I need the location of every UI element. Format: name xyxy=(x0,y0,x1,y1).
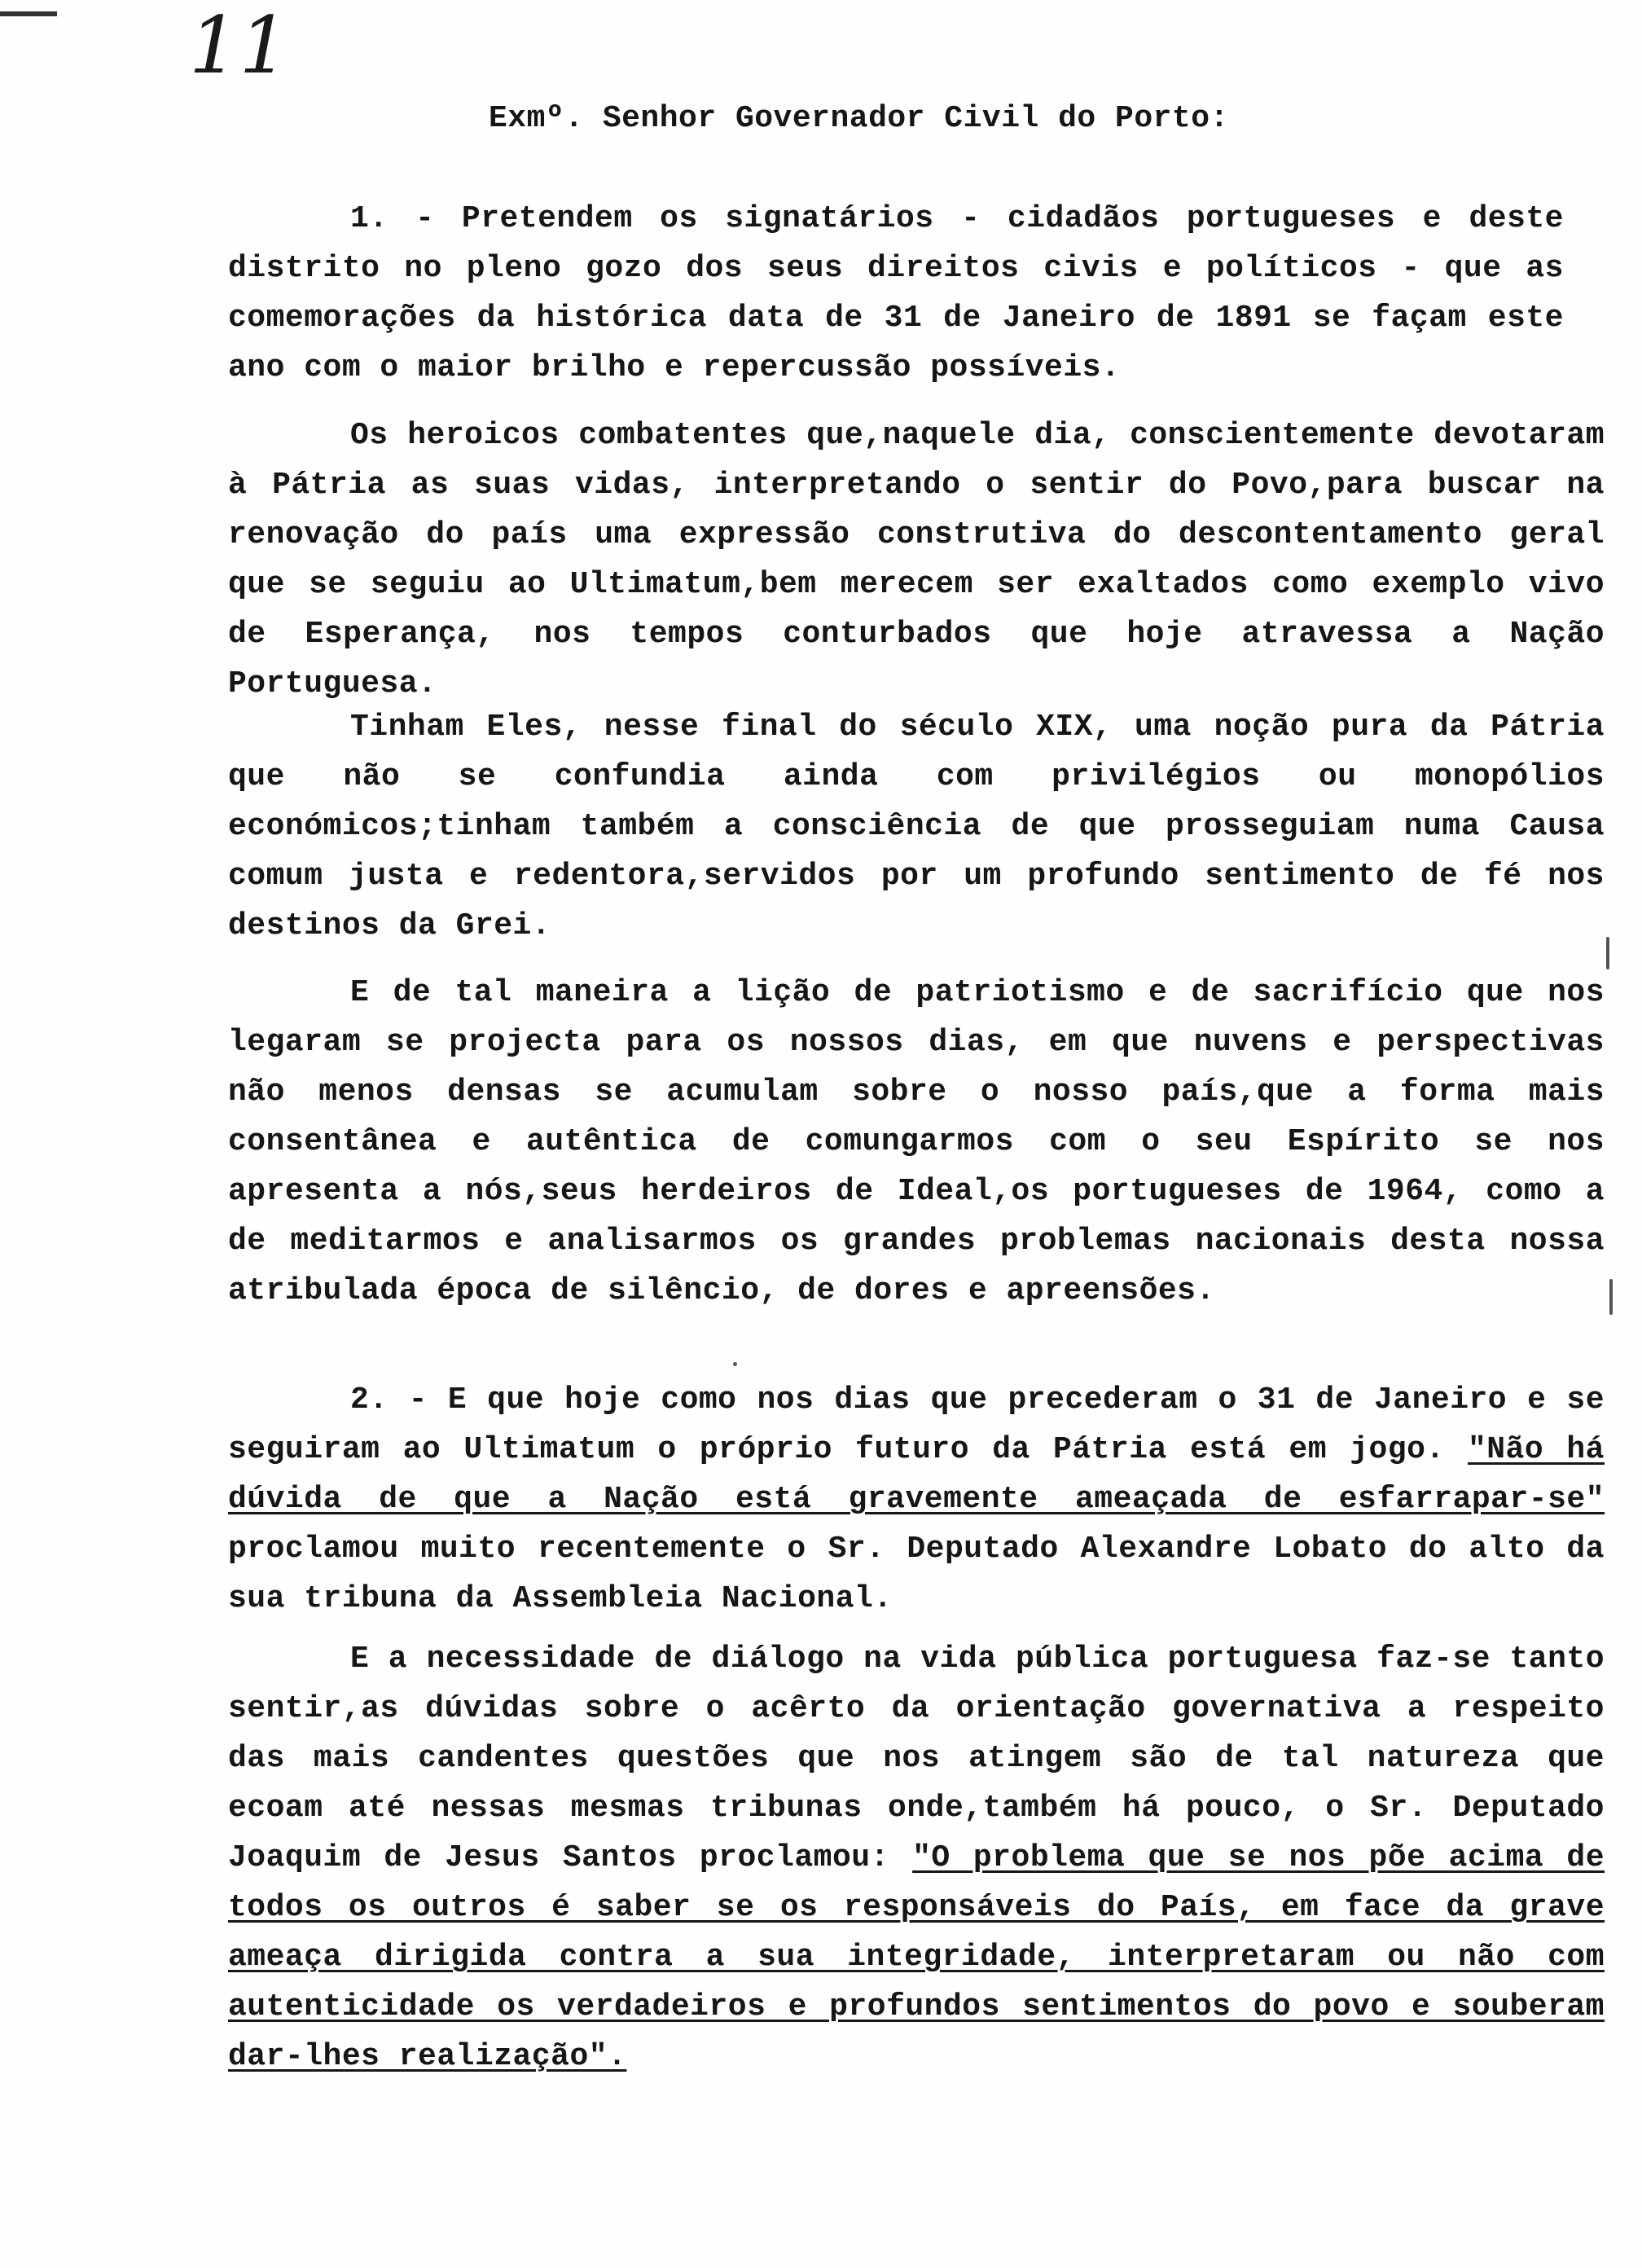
paragraph-3: Tinham Eles, nesse final do século XIX, uma noção pura da Pátria que não se confundia ainda com privilégios ou monopólios económicos;tinham também a consciência de que prosseguiam numa Causa comum justa e redentora,servidos por um profundo sentimento de fé nos destinos da Grei. xyxy=(228,710,1605,943)
paragraph-4: E de tal maneira a lição de patriotismo e de sacrifício que nos legaram se projecta para os nossos dias, em que nuvens e perspectivas não menos densas se acumulam sobre o nosso país,que a forma mais consentânea e autêntica de comungarmos com o seu Espírito se nos apresenta a nós,seus herdeiros de Ideal,os portugueses de 1964, como a de meditarmos e analisarmos os grandes problemas nacionais desta nossa atribulada época de silêncio, de dores e apreensões. xyxy=(228,975,1605,1308)
quote-joaquim-santos: "O problema que se nos põe acima de todos os outros é saber se os responsáveis do País, em face da grave ameaça dirigida contra a sua integridade, interpretaram ou não com autenticidade os verdadeiros e profundos sentimentos do povo e souberam dar-lhes realização". xyxy=(228,1840,1605,2074)
scan-speck xyxy=(1609,1279,1613,1315)
paragraph-2: Os heroicos combatentes que,naquele dia, conscientemente devotaram à Pátria as suas vidas, interpretando o sentir do Povo,para buscar na renovação do país uma expressão construtiva do descontentamento geral que se seguiu ao Ultimatum,bem merecem ser exaltados como exemplo vivo de Esperança, nos tempos conturbados que hoje atravessa a Nação Portuguesa. xyxy=(228,418,1605,701)
quote-alexandre-lobato: "Não há dúvida de que a Nação está gravemente ameaçada de esfarrapar-se" xyxy=(228,1432,1605,1517)
paragraph-5-lead: 2. - E que hoje como nos dias que precederam o 31 de Janeiro e se seguiram ao Ultimatum o próprio futuro da Pátria está em jogo. xyxy=(228,1382,1605,1467)
scan-speck xyxy=(1606,937,1609,969)
page-number: 11 xyxy=(189,0,290,91)
document-salutation: Exmº. Senhor Governador Civil do Porto: xyxy=(489,101,1229,136)
scan-speck xyxy=(733,1362,737,1366)
paragraph-6-lead: E a necessidade de diálogo na vida pública portuguesa faz-se tanto sentir,as dúvidas sobre o acêrto da orientação governativa a respeito das mais candentes questões que nos atingem são de tal natureza que ecoam até nessas mesmas tribunas onde,também há pouco, o Sr. Deputado Joaquim de Jesus Santos proclamou: xyxy=(228,1642,1605,1875)
paragraph-5-tail: proclamou muito recentemente o Sr. Deputado Alexandre Lobato do alto da sua tribuna da Assembleia Nacional. xyxy=(228,1532,1605,1616)
paragraph-1: 1. - Pretendem os signatários - cidadãos portugueses e deste distrito no pleno gozo dos seus direitos civis e políticos - que as comemorações da histórica data de 31 de Janeiro de 1891 se façam este ano com o maior brilho e repercussão possíveis. xyxy=(228,201,1564,385)
paragraph-6 xyxy=(228,1634,1605,2081)
paragraph-5 xyxy=(228,1375,1605,1624)
scan-edge-mark xyxy=(0,11,57,16)
